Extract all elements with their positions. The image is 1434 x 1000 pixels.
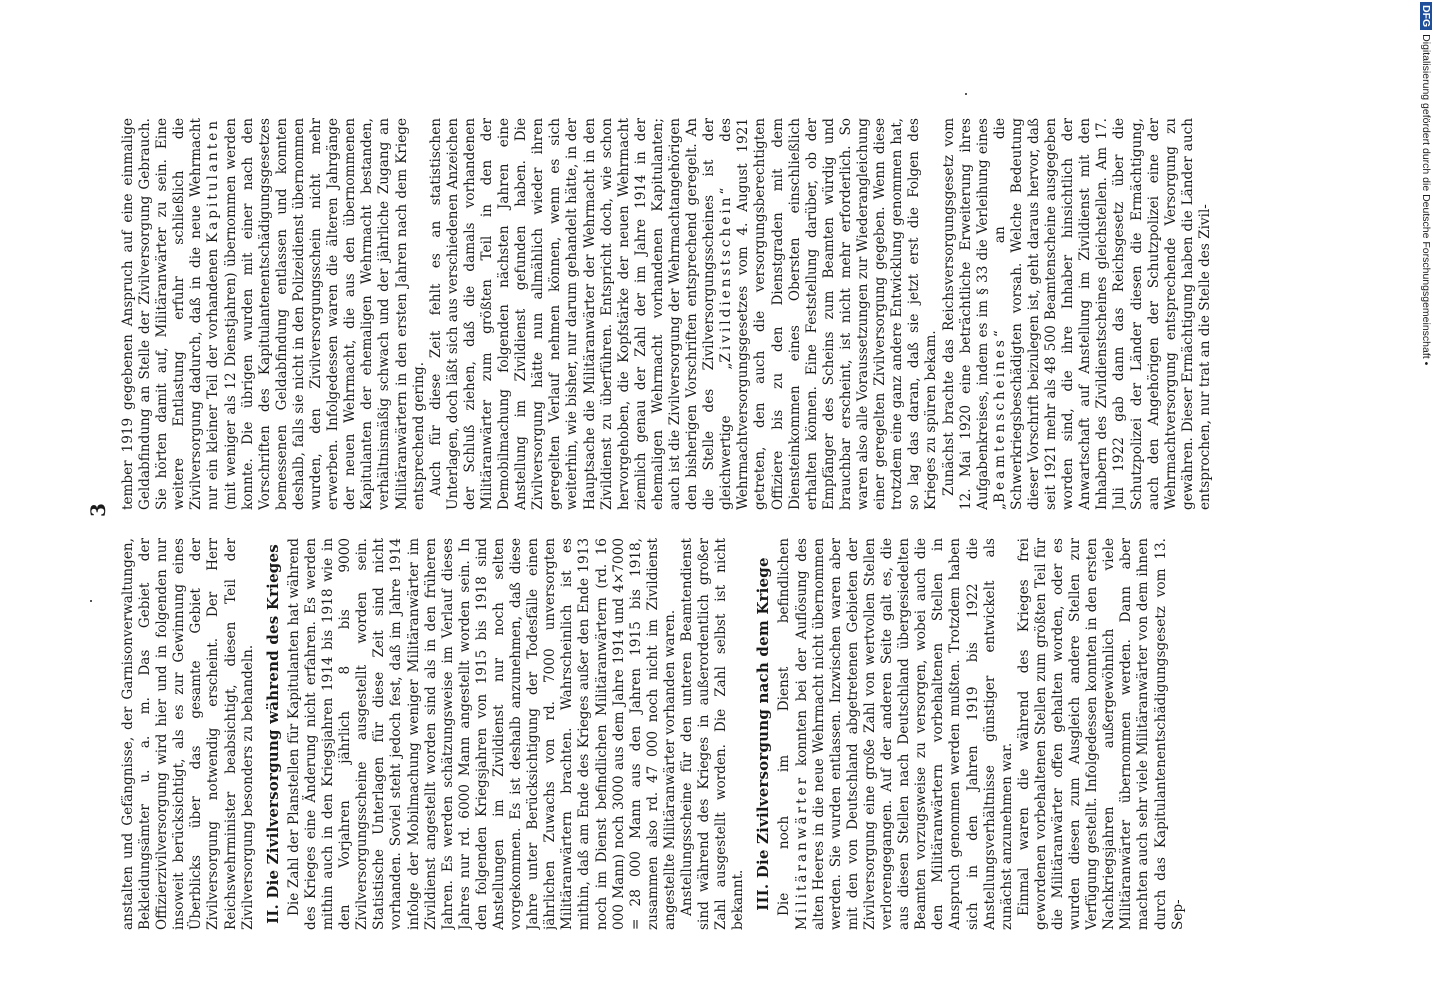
credit-text: Digitalisierung gefördert durch die Deutsche Forschungsgemeinschaft • — [1420, 34, 1432, 366]
right-column — [120, 118, 1290, 510]
scan-speck — [90, 600, 92, 602]
section-heading-2: II. Die Zivilversorgung während des Krieges — [263, 544, 282, 924]
text-run: konnten bei der Auflösung des alten Heeres in die neue Wehrmacht nicht übernommen werden. Sie wurden entlassen. Inzwischen waren aber mit den von Deutschland abgetretenen Gebieten der Zivilversorgung eine große Zahl von wertvollen Stellen verlorengegangen. Auf der anderen Seite galt es, die aus diesen Stellen nach Deutschland übergesiedelten Beamten vorzugsweise zu versorgen, wobei auch die den Militäranwärtern vorbehaltenen Stellen in Anspruch genommen werden mußten. Trotzdem haben sich in den Jahren 1919 bis 1922 die Anstellungsverhältnisse günstiger entwickelt als zunächst anzunehmen war. — [793, 538, 1015, 930]
paragraph: Die Zahl der Planstellen für Kapitulanten hat während des Krieges eine Änderung nicht erfahren. Es werden mithin auch in den Kriegsjahren 1914 bis 1918 wie in den Vorjahren jährlich 8 bis 9000 Zivilversorgungsscheine ausgestellt worden sein. Statistische Unterlagen für diese Zeit sind nicht vorhanden. Soviel steht jedoch fest, daß im Jahre 1914 infolge der Mobilmachung weniger Militäranwärter im Zivildienst angestellt worden sind als in den früheren Jahren. Es werden schätzungsweise im Verlauf dieses Jahres nur rd. 6000 Mann angestellt worden sein. In den folgenden Kriegsjahren von 1915 bis 1918 sind Anstellungen im Zivildienst nur noch selten vorgekommen. Es ist deshalb anzunehmen, daß diese Jahre unter Berücksichtigung der Todesfälle einen jährlichen Zuwachs von rd. 7000 unversorgten Militäranwärtern brachten. Wahrscheinlich ist es mithin, daß am Ende des Krieges außer den Ende 1913 noch im Dienst befindlichen Militäranwärtern (rd. 16 000 Mann) noch 3000 aus dem Jahre 1914 und 4×7000 = 28 000 Mann aus den Jahren 1915 bis 1918, zusammen also rd. 47 000 noch nicht im Zivildienst angestellte Militäranwärter vorhanden waren. — [285, 538, 678, 930]
page-number: 3 — [86, 503, 110, 517]
section-heading-3: III. Die Zivilversorgung nach dem Kriege — [754, 557, 773, 911]
text-run: “ des Wehrmachtversorgungsgesetzes vom 4. August 1921 getreten, den auch die versorgungsberechtigten Offiziere bis zu den Dienstgraden mit dem Diensteinkommen eines Obersten einschließlich erhalten können. Eine Feststellung darüber, ob der Empfänger des Scheins zum Beamten würdig und brauchbar erscheint, ist nicht mehr erforderlich. So waren also alle Voraussetzungen zur Wiederangleichung einer geregelten Zivilversorgung gegeben. Wenn diese trotzdem eine ganz andere Entwicklung genommen hat, so lag das daran, daß sie jetzt erst die Folgen des Krieges zu spüren bekam. — [718, 118, 940, 510]
text-run: “ an die Schwerkriegsbeschädigten vorsah. Welche Bedeutung dieser Vorschrift beizulegen ist, geht daraus hervor, daß seit 1921 mehr als 48 500 Beamtenscheine ausgegeben worden sind, die ihre Inhaber hinsichtlich der Anwartschaft auf Anstellung im Zivildienst mit den Inhabern des Zivildienstscheines gleichstellen. Am 17. Juli 1922 gab dann das Reichsgesetz über die Schutzpolizei der Länder diesen die Ermächtigung, auch den Angehörigen der Schutzpolizei eine der Wehrmachtversorgung entsprechende Versorgung zu gewähren. Dieser Ermächtigung haben die Länder auch entsprochen, nur trat an die Stelle des Zivil- — [991, 118, 1213, 510]
digitization-credit — [1420, 2, 1432, 365]
paragraph — [120, 118, 428, 510]
paragraph: anstalten und Gefängnisse, der Garnisonverwaltungen, Bekleidungsämter u. a. m. Das Gebiet der Offizierzivilversorgung wird hier und in folgenden nur insoweit berücksichtigt, als es zur Gewinnung eines Überblicks über das gesamte Gebiet der Zivilversorgung notwendig erscheint. Der Herr Reichswehrminister beabsichtigt, diesen Teil der Zivilversorgung besonders zu behandeln. — [120, 538, 256, 930]
paragraph — [776, 538, 1015, 930]
text-columns — [120, 90, 1300, 930]
spaced-term: Militäranwärter — [793, 774, 810, 930]
text-run: (mit weniger als 12 Dienstjahren) übernommen werden konnte. Die übrigen wurden mit einer nach den Vorschriften des Kapitulantenentschädigungsgesetzes bemessenen Geldabfindung entlassen und konnten deshalb, falls sie nicht in den Polizeidienst übernommen wurden, den Zivilversorgungsschein nicht mehr erwerben. Infolgedessen waren die älteren Jahrgänge der neuen Wehrmacht, die aus den übernommenen Kapitulanten der ehemaligen Wehrmacht bestanden, verhältnismäßig schwach und der jährliche Zugang an Militäranwärtern in den ersten Jahren nach dem Kriege entsprechend gering. — [222, 118, 427, 510]
spaced-term: Beamtenscheines — [991, 337, 1008, 503]
document-page — [86, 90, 1300, 930]
paragraph: Anstellungsscheine für den unteren Beamtendienst sind während des Krieges in außerordentlich großer Zahl ausgestellt worden. Die Zahl selbst ist nicht bekannt. — [679, 538, 747, 930]
text-run: Zunächst brachte das Reichsversorgungsgesetz vom 12. Mai 1920 eine beträchtliche Erweiterung ihres Aufgabenkreises, indem es im § 33 die Verleihung eines „ — [940, 118, 1008, 510]
scan-speck — [965, 93, 967, 95]
paragraph — [428, 118, 941, 510]
text-run: Die noch im Dienst befindlichen — [776, 538, 793, 916]
dfg-logo: DFG — [1420, 2, 1432, 30]
paragraph: Einmal waren die während des Krieges frei gewordenen vorbehaltenen Stellen zum größten Teil für die Militäranwärter offen gehalten worden, oder es wurden diesen zum Ausgleich andere Stellen zur Verfügung gestellt. Infolgedessen konnten in den ersten Nachkriegsjahren außergewöhnlich viele Militäranwärter übernommen werden. Dann aber machten auch sehr viele Militäranwärter von dem ihnen durch das Kapitulantenentschädigungsgesetz vom 13. Sep- — [1015, 538, 1186, 930]
text-run: tember 1919 gegebenen Anspruch auf eine einmalige Geldabfindung an Stelle der Zivilversorgung Gebrauch. Sie hörten damit auf, Militäranwärter zu sein. Eine weitere Entlastung erfuhr schließlich die Zivilversorgung dadurch, daß in die neue Wehrmacht nur ein kleiner Teil der vorhandenen — [120, 118, 222, 510]
paragraph — [941, 118, 1215, 510]
text-run: Auch für diese Zeit fehlt es an statistischen Unterlagen, doch läßt sich aus verschiedenen Anzeichen der Schluß ziehen, daß die damals vorhandenen Militäranwärter zum größten Teil in den der Demobilmachung folgenden nächsten Jahren eine Anstellung im Zivildienst gefunden haben. Die Zivilversorgung hätte nun allmählich wieder ihren geregelten Verlauf nehmen können, wenn es sich weiterhin, wie bisher, nur darum gehandelt hätte, in der Hauptsache die Militäranwärter der Wehrmacht in den Zivildienst zu überführen. Entspricht doch, wie schon hervorgehoben, die Kopfstärke der neuen Wehrmacht ziemlich genau der Zahl der im Jahre 1914 in der ehemaligen Wehrmacht vorhandenen Kapitulanten; auch ist die Zivilversorgung der Wehrmachtangehörigen den bisherigen Vorschriften entsprechend geregelt. An die Stelle des Zivilversorgungsscheines ist der gleichwertige „ — [427, 118, 735, 510]
left-column — [120, 538, 1290, 930]
spaced-term: Zivildienstschein — [718, 194, 735, 363]
spaced-term: Kapitulanten — [205, 118, 222, 243]
